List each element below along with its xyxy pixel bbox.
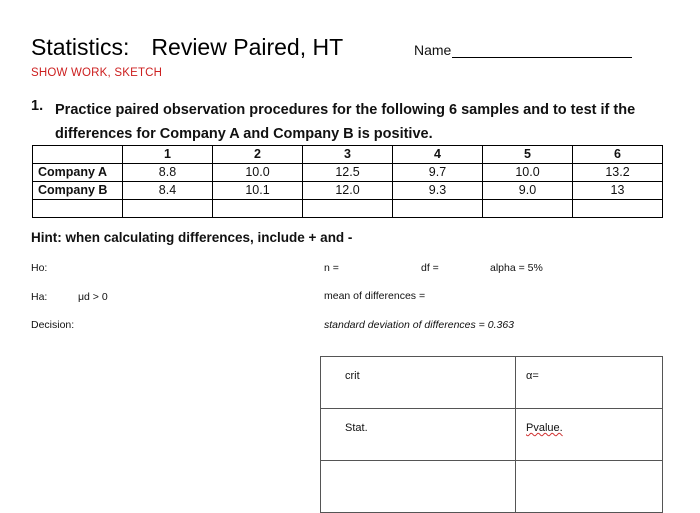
pvalue-cell[interactable] [516,409,663,461]
header-cell: 6 [573,146,663,164]
table-row [321,461,663,513]
crit-label: crit [345,370,360,382]
header-cell: 4 [393,146,483,164]
samples-table [32,145,663,218]
table-cell: 8.4 [123,182,213,200]
blank-cell[interactable] [123,200,213,218]
table-row [33,182,663,200]
header-cell: 3 [303,146,393,164]
blank-cell[interactable] [483,200,573,218]
table-cell: 9.7 [393,164,483,182]
show-work-note: SHOW WORK, SKETCH [31,67,163,79]
blank-cell[interactable] [33,200,123,218]
hint-text: Hint: when calculating differences, include + and - [31,230,353,245]
table-cell: 13 [573,182,663,200]
difference-row [33,200,663,218]
row-label-company-b: Company B [33,182,123,200]
samples-header-row [33,146,663,164]
blank-cell[interactable] [516,461,663,513]
decision-label: Decision: [31,319,75,331]
mean-differences-label: mean of differences = [324,290,426,302]
test-results-table [320,356,663,513]
blank-cell[interactable] [393,200,483,218]
table-cell: 9.0 [483,182,573,200]
name-line[interactable] [452,43,632,58]
blank-cell[interactable] [303,200,393,218]
ho-label: Ho: [31,262,48,274]
table-cell: 10.0 [213,164,303,182]
pvalue-label: Pvalue. [526,422,563,434]
stat-label: Stat. [345,422,368,434]
alpha-cell[interactable] [516,357,663,409]
table-cell: 10.0 [483,164,573,182]
header-cell [33,146,123,164]
title-subject: Statistics: [31,34,130,60]
n-label: n = [324,262,339,274]
blank-cell[interactable] [213,200,303,218]
header-cell: 5 [483,146,573,164]
table-row [33,164,663,182]
table-row [321,409,663,461]
header-cell: 2 [213,146,303,164]
worksheet-title [31,34,343,61]
name-label: Name [414,42,452,58]
crit-cell[interactable] [321,357,516,409]
question-text: Practice paired observation procedures for the following 6 samples and to test if the differences for Company A and Company B is positive. [55,102,636,142]
question-number: 1. [31,98,44,114]
table-cell: 12.5 [303,164,393,182]
title-topic: Review Paired, HT [151,34,344,60]
table-cell: 13.2 [573,164,663,182]
alpha-symbol-label: α= [526,370,539,382]
name-field[interactable] [414,42,632,58]
table-cell: 8.8 [123,164,213,182]
table-cell: 9.3 [393,182,483,200]
table-cell: 10.1 [213,182,303,200]
ha-value: μd > 0 [78,291,108,303]
header-cell: 1 [123,146,213,164]
sd-differences-label: standard deviation of differences = 0.363 [324,319,515,331]
table-cell: 12.0 [303,182,393,200]
alpha-label: alpha = 5% [490,262,543,274]
blank-cell[interactable] [321,461,516,513]
row-label-company-a: Company A [33,164,123,182]
table-row [321,357,663,409]
blank-cell[interactable] [573,200,663,218]
df-label: df = [421,262,439,274]
stat-cell[interactable] [321,409,516,461]
ha-label: Ha: [31,291,48,303]
